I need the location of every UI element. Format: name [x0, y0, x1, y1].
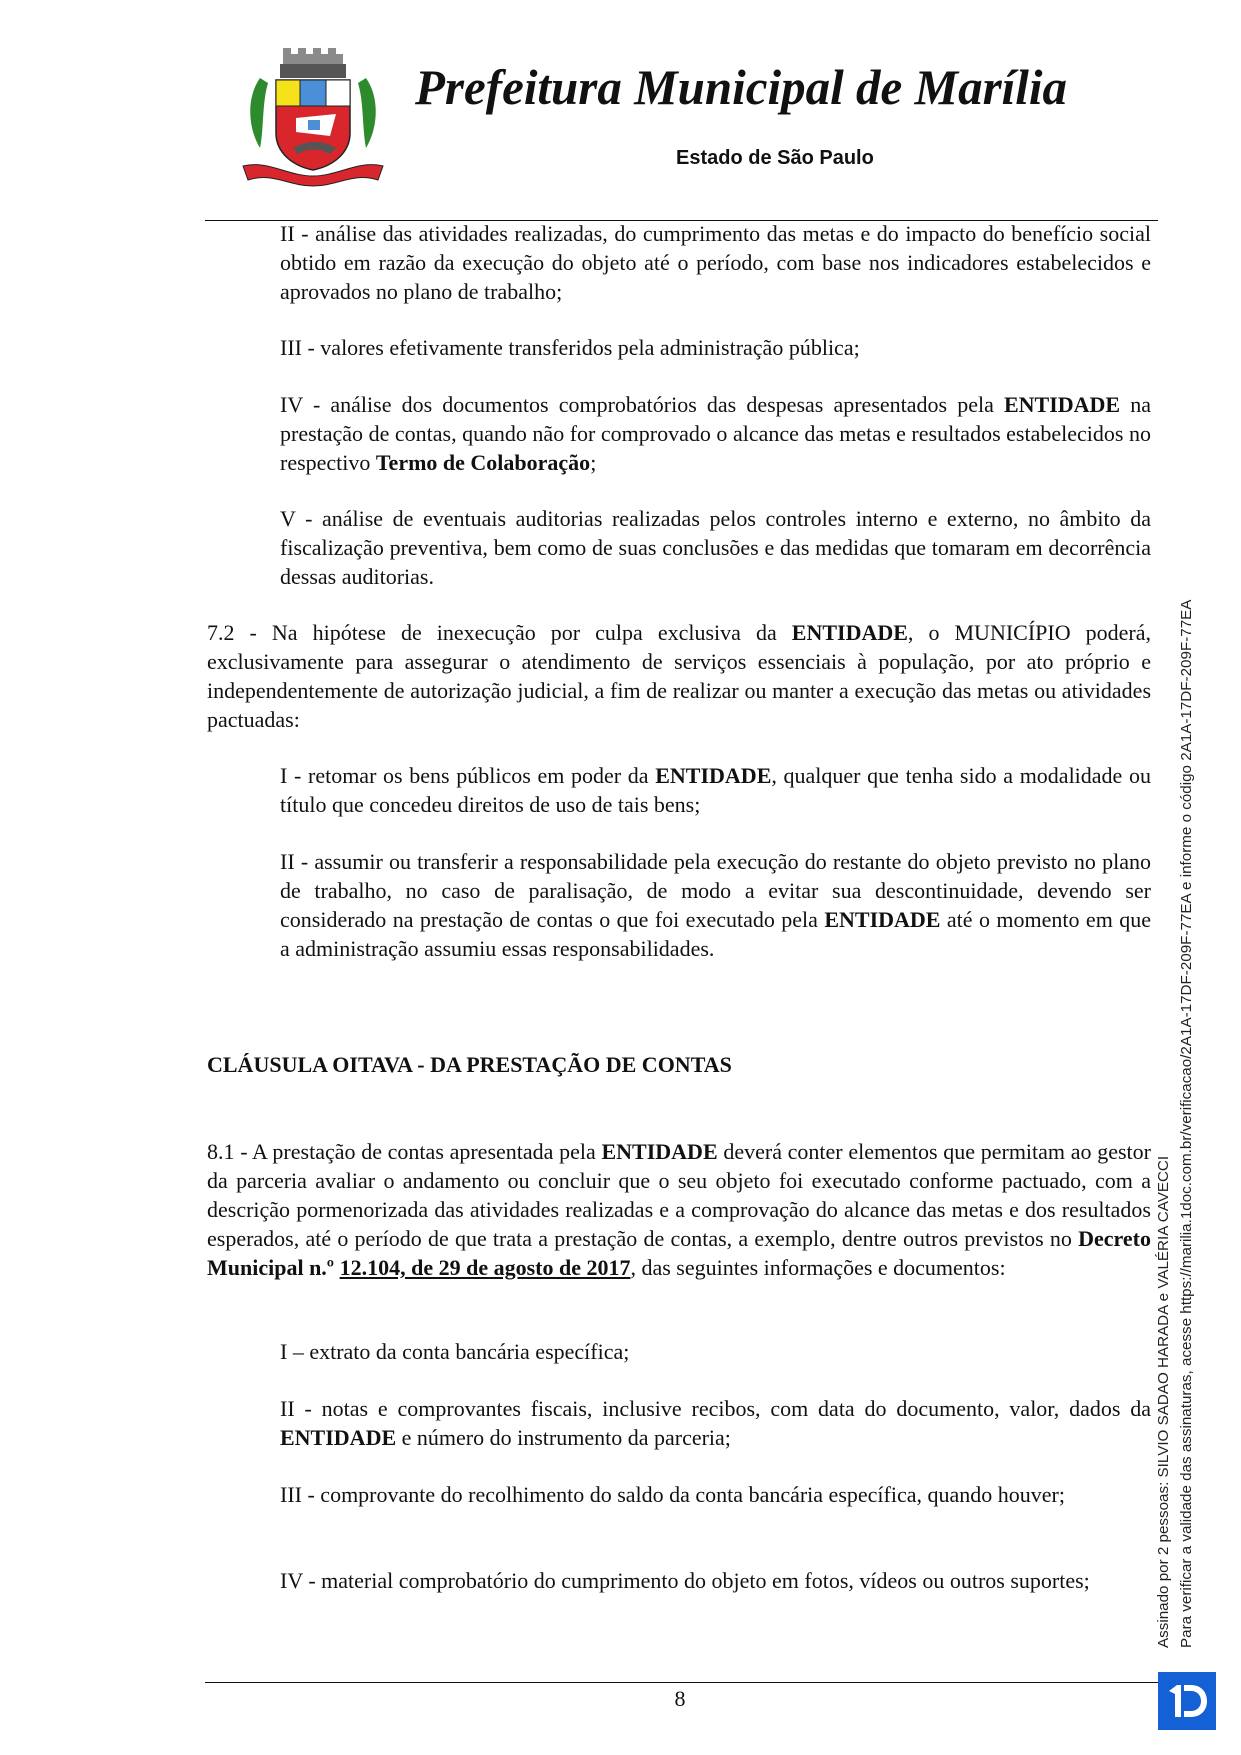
paragraph-item-ii-analise: II - análise das atividades realizadas, do cumprimento das metas e do impacto do benefício social obtido em razão da execução do objeto até o período, com base nos indicadores estabelecidos e aprovados no plano de trabalho; — [280, 221, 1151, 304]
1doc-logo-icon — [1158, 1672, 1216, 1730]
paragraph-7-2: 7.2 - Na hipótese de inexecução por culpa exclusiva da ENTIDADE, o MUNICÍPIO poderá, exclusivamente para assegurar o atendimento de serviços essenciais à população, por ato próprio e independentemente de autorização judicial, a fim de realizar ou manter a execução das metas ou atividades pactuadas: — [207, 620, 1152, 732]
footer-divider — [205, 1682, 1158, 1683]
entity-term: ENTIDADE — [1003, 392, 1121, 417]
paragraph-item-i-retomar: I - retomar os bens públicos em poder da ENTIDADE, qualquer que tenha sido a modalidade ou título que concedeu direitos de uso de tais bens; — [280, 763, 1151, 817]
section-heading: CLÁUSULA OITAVA - DA PRESTAÇÃO DE CONTAS — [207, 1052, 732, 1077]
page-title: Prefeitura Municipal de Marília — [415, 59, 1068, 115]
entity-term: ENTIDADE — [280, 1425, 397, 1450]
decree-date-reference: 12.104, de 29 de agosto de 2017 — [339, 1255, 631, 1280]
entity-term: ENTIDADE — [655, 763, 772, 788]
paragraph-item-v-auditorias: V - análise de eventuais auditorias realizadas pelos controles interno e externo, no âmbito da fiscalização preventiva, bem como de suas conclusões e das medidas que tomaram em decorrência dessas auditorias. — [280, 506, 1151, 589]
entity-term: ENTIDADE — [791, 620, 908, 645]
signature-signers: Assinado por 2 pessoas: SILVIO SADAO HARADA e VALÉRIA CAVECCI — [1155, 1155, 1172, 1648]
term-reference: Termo de Colaboração — [375, 450, 591, 475]
paragraph-8-1: 8.1 - A prestação de contas apresentada pela ENTIDADE deverá conter elementos que permitam ao gestor da parceria avaliar o andamento ou concluir que o seu objeto foi executado conforme pactuado, com a descrição pormenorizada das atividades realizadas e a comprovação do alcance das metas e dos resultados esperados, até o período de que trata a prestação de contas, a exemplo, dentre outros previstos no Decreto Municipal n.º 12.104, de 29 de agosto de 2017, das seguintes informações e documentos: — [207, 1139, 1151, 1280]
paragraph-item-iii-comprovante: III - comprovante do recolhimento do saldo da conta bancária específica, quando houver; — [280, 1482, 1065, 1507]
signature-notice — [1152, 600, 1198, 1648]
paragraph-item-iv-documentos: IV - análise dos documentos comprobatórios das despesas apresentados pela ENTIDADE na prestação de contas, quando não for comprovado o alcance das metas e resultados estabelecidos no respectivo Termo de Colaboração; — [280, 392, 1151, 475]
paragraph-item-iv-material: IV - material comprobatório do cumprimento do objeto em fotos, vídeos ou outros suportes; — [280, 1568, 1090, 1593]
decree-reference: Decreto Municipal n.º — [207, 1226, 1151, 1280]
entity-term: ENTIDADE — [824, 907, 941, 932]
paragraph-item-i-extrato: I – extrato da conta bancária específica; — [280, 1339, 630, 1364]
paragraph-item-ii-notas: II - notas e comprovantes fiscais, inclusive recibos, com data do documento, valor, dados da ENTIDADE e número do instrumento da parceria; — [280, 1396, 1151, 1450]
coat-of-arms-icon — [238, 48, 388, 188]
page-number: 8 — [674, 1686, 686, 1711]
entity-term: ENTIDADE — [601, 1139, 718, 1164]
signature-verification-link[interactable]: Para verificar a validade das assinaturas, acesse https://marilia.1doc.com.br/verificacao/2A1A-17DF-209F-77EA e informe o código 2A1A-17DF-209F-77EA — [1178, 599, 1195, 1648]
paragraph-item-iii-valores: III - valores efetivamente transferidos pela administração pública; — [280, 335, 860, 360]
paragraph-item-ii-assumir: II - assumir ou transferir a responsabilidade pela execução do restante do objeto previsto no plano de trabalho, no caso de paralisação, de modo a evitar sua descontinuidade, devendo ser considerado na prestação de contas o que foi executado pela ENTIDADE até o momento em que a administração assumiu essas responsabilidades. — [280, 849, 1151, 961]
page-subtitle: Estado de São Paulo — [676, 147, 874, 169]
